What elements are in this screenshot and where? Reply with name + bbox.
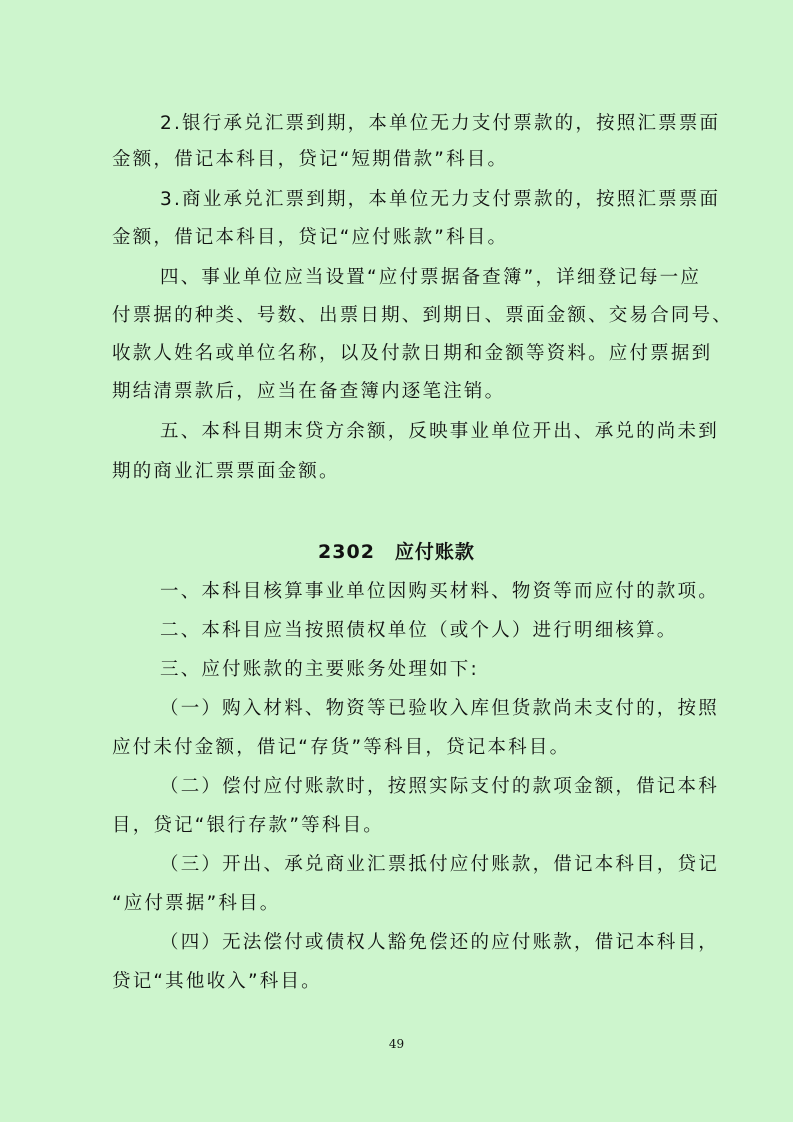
paragraph-line: （四）无法偿付或债权人豁免偿还的应付账款，借记本科目， — [160, 932, 719, 953]
paragraph-line: 2.银行承兑汇票到期，本单位无力支付票款的，按照汇票票面 — [160, 113, 721, 134]
paragraph-line: 贷记“其他收入”科目。 — [112, 971, 322, 992]
page-number: 49 — [388, 1037, 405, 1051]
paragraph-line: 目，贷记“银行存款”等科目。 — [112, 815, 384, 836]
paragraph-line: 金额，借记本科目，贷记“应付账款”科目。 — [112, 227, 509, 248]
paragraph-line: 五、本科目期末贷方余额，反映事业单位开出、承兑的尚未到 — [160, 421, 719, 442]
paragraph-line: （一）购入材料、物资等已验收入库但货款尚未支付的，按照 — [160, 698, 719, 719]
paragraph-line: 付票据的种类、号数、出票日期、到期日、票面金额、交易合同号、 — [112, 305, 734, 326]
paragraph-line: （二）偿付应付账款时，按照实际支付的款项金额，借记本科 — [160, 776, 719, 797]
paragraph-line: 一、本科目核算事业单位因购买材料、物资等而应付的款项。 — [160, 581, 719, 602]
paragraph-line: 应付未付金额，借记“存货”等科目，贷记本科目。 — [112, 737, 571, 758]
section-heading: 2302 应付账款 — [318, 541, 475, 563]
paragraph-line: 三、应付账款的主要账务处理如下: — [160, 659, 479, 680]
paragraph-line: 期结清票款后，应当在备查簿内逐笔注销。 — [112, 381, 506, 402]
paragraph-line: 3.商业承兑汇票到期，本单位无力支付票款的，按照汇票票面 — [160, 189, 721, 210]
paragraph-line: 期的商业汇票票面金额。 — [112, 461, 340, 482]
paragraph-line: 金额，借记本科目，贷记“短期借款”科目。 — [112, 149, 509, 170]
paragraph-line: 收款人姓名或单位名称，以及付款日期和金额等资料。应付票据到 — [112, 343, 713, 364]
paragraph-line: 二、本科目应当按照债权单位（或个人）进行明细核算。 — [160, 620, 678, 641]
paragraph-line: 四、事业单位应当设置“应付票据备查簿”，详细登记每一应 — [160, 267, 702, 288]
paragraph-line: （三）开出、承兑商业汇票抵付应付账款，借记本科目，贷记 — [160, 854, 719, 875]
paragraph-line: “应付票据”科目。 — [112, 893, 281, 914]
